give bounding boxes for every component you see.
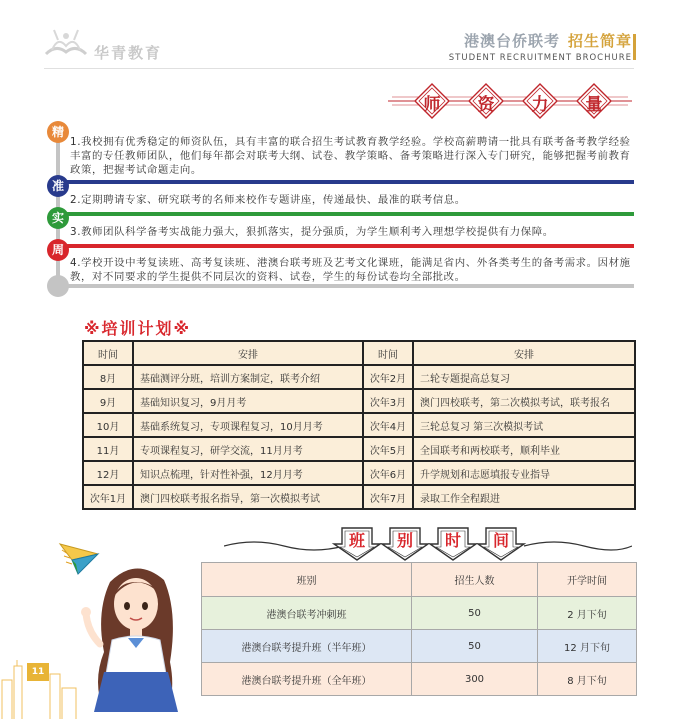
table-cell: 8 月下旬 xyxy=(538,663,637,696)
table-cell: 知识点梳理，针对性补强，12月月考 xyxy=(133,461,363,485)
header-title-part1: 港澳台侨联考 xyxy=(463,32,560,50)
table-cell: 300 xyxy=(412,663,538,696)
table-header-cell: 招生人数 xyxy=(412,563,538,597)
faculty-point-text: 2.定期聘请专家、研究联考的名师来校作专题讲座，传递最快、最准的联考信息。 xyxy=(70,194,466,206)
faculty-point-badge: 周 xyxy=(47,239,69,261)
header-title xyxy=(449,30,632,51)
table-cell: 专项课程复习，研学交流，11月月考 xyxy=(133,437,363,461)
faculty-point-text: 1.我校拥有优秀稳定的师资队伍，具有丰富的联合招生考试教育教学经验。学校高薪聘请一批具有联考备考教学经验丰富的专任教师团队，他们每年都会对联考大纲、试卷、教学策略、备考策略进行深入专门研究，能够把握考前教育政策，把握考试命题走向。 xyxy=(70,136,631,176)
faculty-point-divider xyxy=(58,244,634,248)
table-header-cell: 班别 xyxy=(202,563,412,597)
student-girl-illustration xyxy=(80,562,192,719)
table-row xyxy=(202,663,637,696)
table-cell: 次年5月 xyxy=(363,437,413,461)
header-accent-bar xyxy=(633,34,636,60)
faculty-point-divider xyxy=(58,212,634,216)
table-cell: 录取工作全程跟进 xyxy=(413,485,635,509)
header-subtitle: STUDENT RECRUITMENT BROCHURE xyxy=(448,53,632,63)
faculty-point-text: 3.教师团队科学备考实战能力强大，狠抓落实，提分强质，为学生顺利考入理想学校提供有力保障。 xyxy=(70,226,554,238)
table-cell: 8月 xyxy=(83,365,133,389)
table-cell: 基础知识复习，9月月考 xyxy=(133,389,363,413)
faculty-point-divider xyxy=(58,180,634,184)
table-cell: 基础系统复习，专项课程复习，10月月考 xyxy=(133,413,363,437)
table-header-row xyxy=(83,341,635,365)
class-time-banner-char: 间 xyxy=(492,531,509,550)
class-time-banner-char: 时 xyxy=(444,531,461,550)
table-cell: 12 月下旬 xyxy=(538,630,637,663)
table-cell: 次年4月 xyxy=(363,413,413,437)
table-row xyxy=(83,413,635,437)
table-cell: 澳门四校联考，第二次模拟考试，联考报名 xyxy=(413,389,635,413)
table-cell: 升学规划和志愿填报专业指导 xyxy=(413,461,635,485)
table-cell: 11月 xyxy=(83,437,133,461)
table-cell: 次年3月 xyxy=(363,389,413,413)
table-row xyxy=(83,437,635,461)
faculty-point-badge: 实 xyxy=(47,207,69,229)
table-row xyxy=(202,630,637,663)
faculty-point-text: 4.学校开设中考复读班、高考复读班、港澳台联考班及艺考文化课班，能满足省内、外各类考生的备考需求。因材施教，对不同要求的学生提供不同层次的资料、试卷，学生的每份试卷均全部批改。 xyxy=(70,257,631,283)
class-time-banner-frame xyxy=(224,524,632,564)
faculty-banner xyxy=(386,80,634,122)
table-cell: 50 xyxy=(412,630,538,663)
table-header-cell: 开学时间 xyxy=(538,563,637,597)
table-cell: 次年1月 xyxy=(83,485,133,509)
table-cell: 全国联考和两校联考，顺利毕业 xyxy=(413,437,635,461)
logo xyxy=(44,22,184,68)
plan-title: ※培训计划※ xyxy=(84,319,192,338)
faculty-banner-char: 力 xyxy=(531,95,549,115)
table-cell: 2 月下旬 xyxy=(538,597,637,630)
table-row xyxy=(202,597,637,630)
header-divider xyxy=(44,68,634,69)
table-cell: 12月 xyxy=(83,461,133,485)
faculty-point-divider xyxy=(58,284,634,288)
table-cell: 9月 xyxy=(83,389,133,413)
class-time-banner-char: 班 xyxy=(348,531,365,550)
table-cell: 港澳台联考提升班（半年班） xyxy=(202,630,412,663)
table-cell: 港澳台联考提升班（全年班） xyxy=(202,663,412,696)
table-cell: 基础测评分班，培训方案制定，联考介绍 xyxy=(133,365,363,389)
header-title-part2: 招生简章 xyxy=(567,32,632,50)
logo-text: 华青教育 xyxy=(94,44,163,62)
faculty-point-badge: 准 xyxy=(47,175,69,197)
table-header-cell: 安排 xyxy=(133,341,363,365)
table-header-cell: 时间 xyxy=(363,341,413,365)
logo-icon xyxy=(44,28,88,60)
table-row xyxy=(83,485,635,509)
table-cell: 次年6月 xyxy=(363,461,413,485)
table-cell: 二轮专题提高总复习 xyxy=(413,365,635,389)
table-header-row xyxy=(202,563,637,597)
class-time-banner xyxy=(224,524,632,564)
table-cell: 次年2月 xyxy=(363,365,413,389)
table-cell: 次年7月 xyxy=(363,485,413,509)
faculty-banner-char: 师 xyxy=(423,95,441,115)
training-plan-table xyxy=(82,340,636,510)
table-row xyxy=(83,389,635,413)
class-time-banner-char: 别 xyxy=(396,531,413,550)
faculty-banner-char: 资 xyxy=(477,95,495,115)
table-cell: 港澳台联考冲刺班 xyxy=(202,597,412,630)
brochure-header xyxy=(449,30,632,63)
page-number: 11 xyxy=(27,663,49,681)
faculty-point-badge: 精 xyxy=(47,121,69,143)
table-cell: 10月 xyxy=(83,413,133,437)
timeline-end-dot xyxy=(47,275,69,297)
table-cell: 澳门四校联考报名指导，第一次模拟考试 xyxy=(133,485,363,509)
table-row xyxy=(83,461,635,485)
faculty-banner-char: 量 xyxy=(585,95,603,115)
class-time-table xyxy=(201,562,637,696)
table-header-cell: 安排 xyxy=(413,341,635,365)
table-header-cell: 时间 xyxy=(83,341,133,365)
table-row xyxy=(83,365,635,389)
table-cell: 50 xyxy=(412,597,538,630)
table-cell: 三轮总复习 第三次模拟考试 xyxy=(413,413,635,437)
